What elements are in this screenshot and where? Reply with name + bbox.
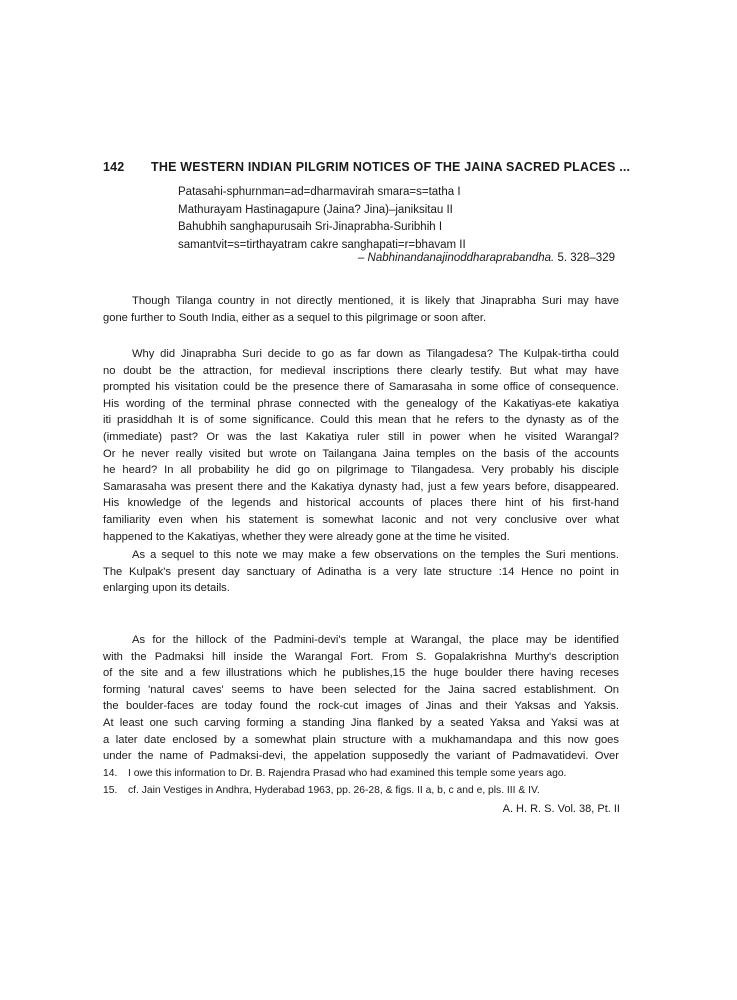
text-line: under the name of Padmaksi-devi, the appelation supposedly the variant of Padmavatidevi. Over bbox=[103, 750, 619, 763]
text-line: Though Tilanga country in not directly mentioned, it is likely that Jinaprabha Suri may have bbox=[132, 295, 619, 307]
text-line: (immediate) past? Or was the last Kakatiya ruler still in power when he visited Warangal? bbox=[103, 430, 619, 443]
footnote-number: 14. bbox=[103, 768, 118, 779]
text-line: Why did Jinaprabha Suri decide to go as far down as Tilangadesa? The Kulpak-tirtha could bbox=[132, 348, 619, 360]
text-line: the boulder-faces are today found the rock-cut images of Jinas and their Yaksas and Yaksis. bbox=[103, 700, 619, 713]
text-line: familiarity even when his statement is somewhat laconic and not very conclusive over what bbox=[103, 513, 619, 526]
verse-block bbox=[178, 184, 638, 254]
verse-line: Patasahi-sphurnman=ad=dharmavirah smara=s=tatha I bbox=[178, 186, 461, 198]
paragraph-1 bbox=[103, 293, 619, 326]
footnotes bbox=[103, 766, 623, 799]
verse-line: Mathurayam Hastinagapure (Jaina? Jina)–janiksitau II bbox=[178, 203, 453, 216]
verse-source bbox=[330, 252, 615, 264]
text-line: a later date enclosed by a somewhat plain structure with a mukhamandapa and this now goes bbox=[103, 733, 619, 746]
text-line: His wording of the terminal phrase connected with the genealogy of the Kakatiyas-ete kakatiya bbox=[103, 397, 619, 410]
footnote-text: cf. Jain Vestiges in Andhra, Hyderabad 1963, pp. 26-28, & figs. II a, b, c and e, pls. III & IV. bbox=[128, 784, 540, 796]
text-line: with the Padmaksi hill inside the Warangal Fort. From S. Gopalakrishna Murthy's description bbox=[103, 650, 619, 663]
text-line: As a sequel to this note we may make a few observations on the temples the Suri mentions. bbox=[132, 549, 619, 561]
footnote-15 bbox=[103, 783, 623, 800]
text-line: happened to the Kakatiyas, whether they were already gone at the time he visited. bbox=[103, 530, 510, 543]
page-number: 142 bbox=[103, 160, 125, 174]
text-line: The Kulpak's present day sanctuary of Adinatha is a very late structure :14 Hence no point in bbox=[103, 565, 619, 578]
paragraph-4 bbox=[103, 632, 619, 765]
source-dash: – bbox=[357, 252, 365, 264]
text-line: Samarasaha was present there and the Kakatiya dynasty had, just a few years before, disappeared. bbox=[103, 480, 619, 493]
text-line: no doubt be the attraction, for medieval inscriptions there clearly testify. But what may have bbox=[103, 364, 619, 377]
text-line: iti prasiddhah It is of some significance. Could this mean that he refers to the dynasty as of the bbox=[103, 414, 619, 427]
text-line: enlarging upon its details. bbox=[103, 582, 230, 595]
verse-line: Bahubhih sanghapurusaih Sri-Jinaprabha-Suribhih I bbox=[178, 221, 443, 233]
footnote-14 bbox=[103, 766, 623, 783]
source-title: Nabhinandanajinoddharaprabandha. bbox=[367, 252, 555, 264]
text-line: forming 'natural caves' seems to have been selected for the Jaina sacred establishment. On bbox=[103, 683, 619, 696]
verse-line: samantvit=s=tirthayatram cakre sanghapati=r=bhavam II bbox=[178, 238, 466, 251]
paragraph-3 bbox=[103, 547, 619, 597]
text-line: His knowledge of the legends and historical accounts of places there hint of his first-hand bbox=[103, 497, 619, 510]
running-header bbox=[103, 160, 643, 174]
text-line: of the site and a few illustrations which he publishes,15 the huge boulder there having receses bbox=[103, 667, 619, 680]
text-line: he heard? In all probability he did go on pilgrimage to Tilangadesa. Very probably his disciple bbox=[103, 464, 619, 477]
text-line: gone further to South India, either as a sequel to this pilgrimage or soon after. bbox=[103, 311, 487, 324]
text-line: Or he never really visited but wrote on Tailangana Jaina temples on the basis of the accounts bbox=[103, 447, 619, 460]
text-line: prompted his visitation could be the presence there of Samarasaha in some office of consequence. bbox=[103, 381, 619, 394]
running-title: THE WESTERN INDIAN PILGRIM NOTICES OF THE JAINA SACRED PLACES ... bbox=[151, 160, 631, 174]
footnote-text: I owe this information to Dr. B. Rajendra Prasad who had examined this temple some years ago. bbox=[128, 768, 567, 779]
journal-footer: A. H. R. S. Vol. 38, Pt. II bbox=[502, 803, 620, 815]
text-line: As for the hillock of the Padmini-devi's temple at Warangal, the place may be identified bbox=[132, 634, 619, 646]
source-pages: 5. 328–329 bbox=[557, 252, 615, 264]
paragraph-2 bbox=[103, 346, 619, 545]
footnote-number: 15. bbox=[103, 784, 118, 796]
text-line: At least one such carving forming a standing Jina flanked by a seated Yaksa and Yaksi was at bbox=[103, 716, 619, 729]
